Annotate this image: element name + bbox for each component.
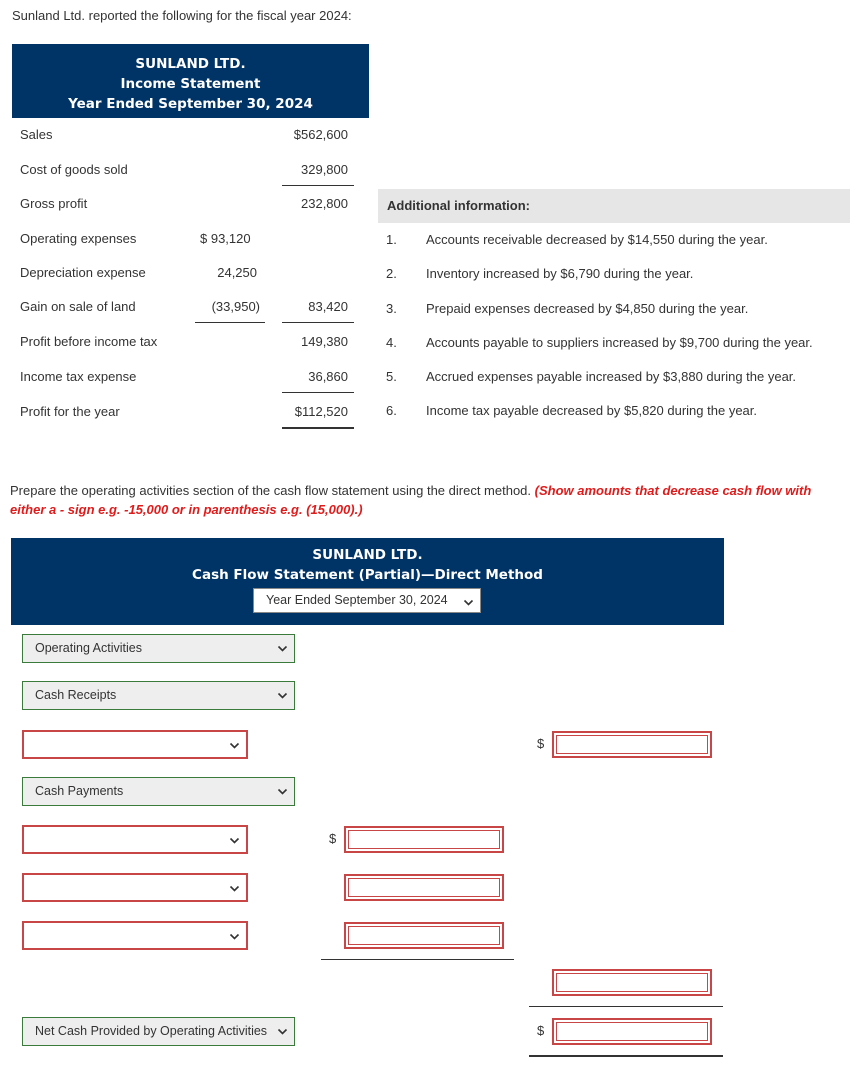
chevron-down-icon xyxy=(277,1026,288,1037)
payment-amount-input[interactable] xyxy=(344,826,504,853)
is-row-value: $562,600 xyxy=(293,127,348,142)
select-value: Net Cash Provided by Operating Activities xyxy=(35,1024,268,1038)
underline xyxy=(282,322,354,323)
is-row-label: Gain on sale of land xyxy=(20,299,136,314)
currency-symbol: $ xyxy=(537,1023,545,1038)
is-row-label: Operating expenses xyxy=(20,231,137,246)
chevron-down-icon xyxy=(277,643,288,654)
info-text: Income tax payable decreased by $5,820 during the year. xyxy=(426,403,757,418)
intro-text: Sunland Ltd. reported the following for the fiscal year 2024: xyxy=(12,8,352,23)
operating-activities-select[interactable] xyxy=(22,634,295,663)
select-value: Operating Activities xyxy=(35,641,142,655)
currency-symbol: $ xyxy=(537,736,545,751)
info-text: Inventory increased by $6,790 during the year. xyxy=(426,266,694,281)
is-row-label: Depreciation expense xyxy=(20,265,146,280)
chevron-down-icon xyxy=(229,931,240,942)
is-row-mid: (33,950) xyxy=(211,299,260,314)
is-row-value: 149,380 xyxy=(301,334,348,349)
instructions-note: (Show amounts that decrease cash flow with either a - sign e.g. -15,000 or in parenthesis e.g. (15,000).) xyxy=(10,483,812,517)
underline xyxy=(321,959,514,960)
instructions-text: Prepare the operating activities section of the cash flow statement using the direct method. xyxy=(10,483,535,498)
is-row-mid: $ 93,120 xyxy=(200,231,251,246)
is-company: SUNLAND LTD. xyxy=(135,56,246,72)
chevron-down-icon xyxy=(277,786,288,797)
is-row-label: Sales xyxy=(20,127,53,142)
is-row-value: 329,800 xyxy=(301,162,348,177)
payment-amount-input[interactable] xyxy=(344,874,504,901)
info-number: 5. xyxy=(386,369,397,384)
chevron-down-icon xyxy=(229,835,240,846)
currency-symbol: $ xyxy=(329,831,337,846)
info-number: 4. xyxy=(386,335,397,350)
chevron-down-icon xyxy=(229,740,240,751)
is-row-label: Profit before income tax xyxy=(20,334,158,349)
net-cash-input[interactable] xyxy=(552,1018,712,1045)
underline xyxy=(282,185,354,186)
payment-item-select[interactable] xyxy=(22,825,248,854)
underline xyxy=(282,392,354,393)
is-title: Income Statement xyxy=(120,76,261,92)
receipt-item-select[interactable] xyxy=(22,730,248,759)
payment-amount-input[interactable] xyxy=(344,922,504,949)
is-row-value: 232,800 xyxy=(301,196,348,211)
is-row-label: Gross profit xyxy=(20,196,88,211)
is-row-value: $112,520 xyxy=(294,404,348,419)
payment-item-select[interactable] xyxy=(22,921,248,950)
period-select[interactable] xyxy=(253,588,481,613)
income-statement-header xyxy=(12,44,369,118)
chevron-down-icon xyxy=(463,597,474,608)
select-value: Cash Receipts xyxy=(35,688,117,702)
cash-payments-select[interactable] xyxy=(22,777,295,806)
total-payments-input[interactable] xyxy=(552,969,712,996)
cf-title: Cash Flow Statement (Partial)—Direct Method xyxy=(192,567,543,583)
info-text: Accounts receivable decreased by $14,550 during the year. xyxy=(426,232,768,247)
receipt-amount-input[interactable] xyxy=(552,731,712,758)
is-row-label: Profit for the year xyxy=(20,404,120,419)
chevron-down-icon xyxy=(229,883,240,894)
cash-receipts-select[interactable] xyxy=(22,681,295,710)
info-number: 1. xyxy=(386,232,397,247)
cash-flow-header xyxy=(11,538,724,625)
period-select-value: Year Ended September 30, 2024 xyxy=(266,593,448,607)
info-text: Prepaid expenses decreased by $4,850 during the year. xyxy=(426,301,749,316)
info-number: 3. xyxy=(386,301,397,316)
info-text: Accounts payable to suppliers increased by $9,700 during the year. xyxy=(426,335,813,350)
additional-info-title: Additional information: xyxy=(387,198,530,213)
payment-item-select[interactable] xyxy=(22,873,248,902)
cf-company: SUNLAND LTD. xyxy=(312,547,423,563)
select-value: Cash Payments xyxy=(35,784,124,798)
is-row-value: 83,420 xyxy=(308,299,348,314)
info-number: 6. xyxy=(386,403,397,418)
is-row-label: Cost of goods sold xyxy=(20,162,128,177)
instructions xyxy=(10,481,850,519)
is-period: Year Ended September 30, 2024 xyxy=(68,96,313,112)
is-row-value: 36,860 xyxy=(308,369,348,384)
is-row-mid: 24,250 xyxy=(217,265,257,280)
double-underline xyxy=(529,1055,723,1057)
info-text: Accrued expenses payable increased by $3,880 during the year. xyxy=(426,369,797,384)
chevron-down-icon xyxy=(277,690,288,701)
underline xyxy=(195,322,265,323)
underline xyxy=(529,1006,723,1007)
info-number: 2. xyxy=(386,266,397,281)
net-cash-select[interactable] xyxy=(22,1017,295,1046)
double-underline xyxy=(282,427,354,429)
is-row-label: Income tax expense xyxy=(20,369,137,384)
